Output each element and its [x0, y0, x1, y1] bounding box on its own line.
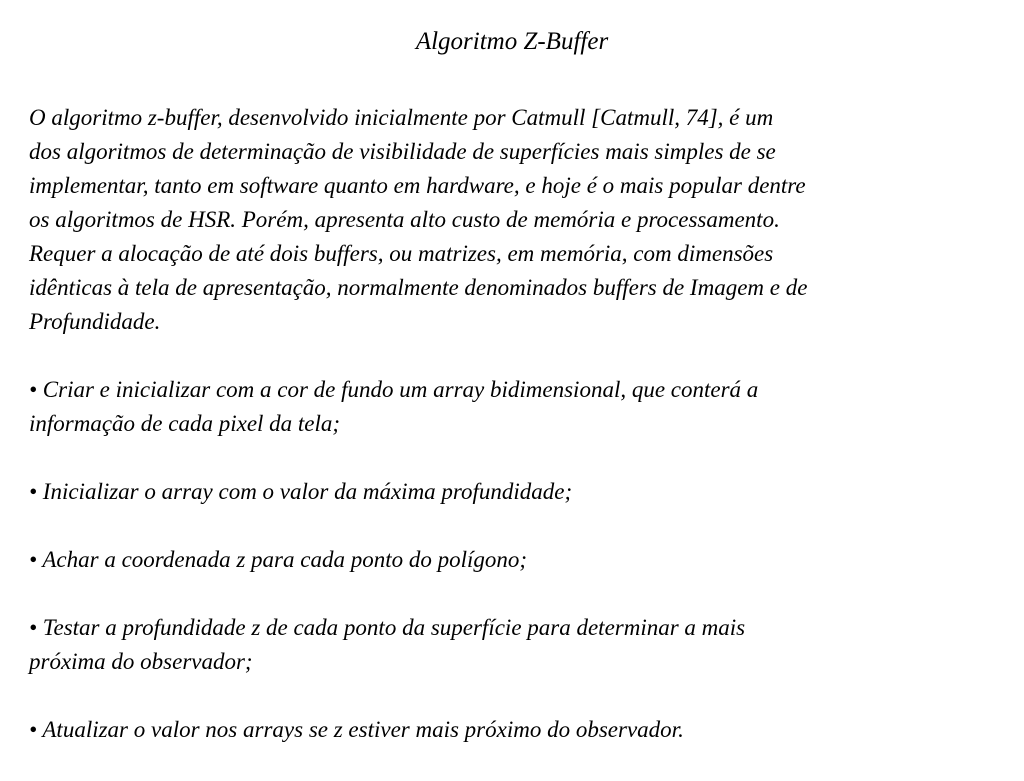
bullet-line: • Achar a coordenada z para cada ponto do polígono; — [29, 547, 528, 572]
bullet-create-array — [29, 373, 1004, 441]
slide-title: Algoritmo Z-Buffer — [415, 28, 609, 55]
intro-paragraph — [29, 101, 1004, 339]
bullet-line: próxima do observador; — [29, 649, 253, 674]
bullet-update-arrays — [29, 713, 1004, 747]
bullet-init-depth — [29, 475, 1004, 509]
bullet-line: • Inicializar o array com o valor da máxima profundidade; — [29, 479, 573, 504]
bullet-line: • Testar a profundidade z de cada ponto da superfície para determinar a mais — [29, 615, 746, 640]
bullet-line: • Atualizar o valor nos arrays se z estiver mais próximo do observador. — [29, 717, 684, 742]
intro-line: idênticas à tela de apresentação, normalmente denominados buffers de Imagem e de — [29, 275, 808, 300]
intro-line: O algoritmo z-buffer, desenvolvido inicialmente por Catmull [Catmull, 74], é um — [29, 105, 774, 130]
intro-line: Profundidade. — [29, 309, 161, 334]
bullet-line: • Criar e inicializar com a cor de fundo um array bidimensional, que conterá a — [29, 377, 759, 402]
intro-line: os algoritmos de HSR. Porém, apresenta alto custo de memória e processamento. — [29, 207, 780, 232]
bullet-test-depth — [29, 611, 1004, 679]
slide-content — [29, 101, 1004, 781]
bullet-line: informação de cada pixel da tela; — [29, 411, 341, 436]
bullet-find-z — [29, 543, 1004, 577]
intro-line: Requer a alocação de até dois buffers, ou matrizes, em memória, com dimensões — [29, 241, 774, 266]
intro-line: dos algoritmos de determinação de visibilidade de superfícies mais simples de se — [29, 139, 776, 164]
intro-line: implementar, tanto em software quanto em hardware, e hoje é o mais popular dentre — [29, 173, 806, 198]
